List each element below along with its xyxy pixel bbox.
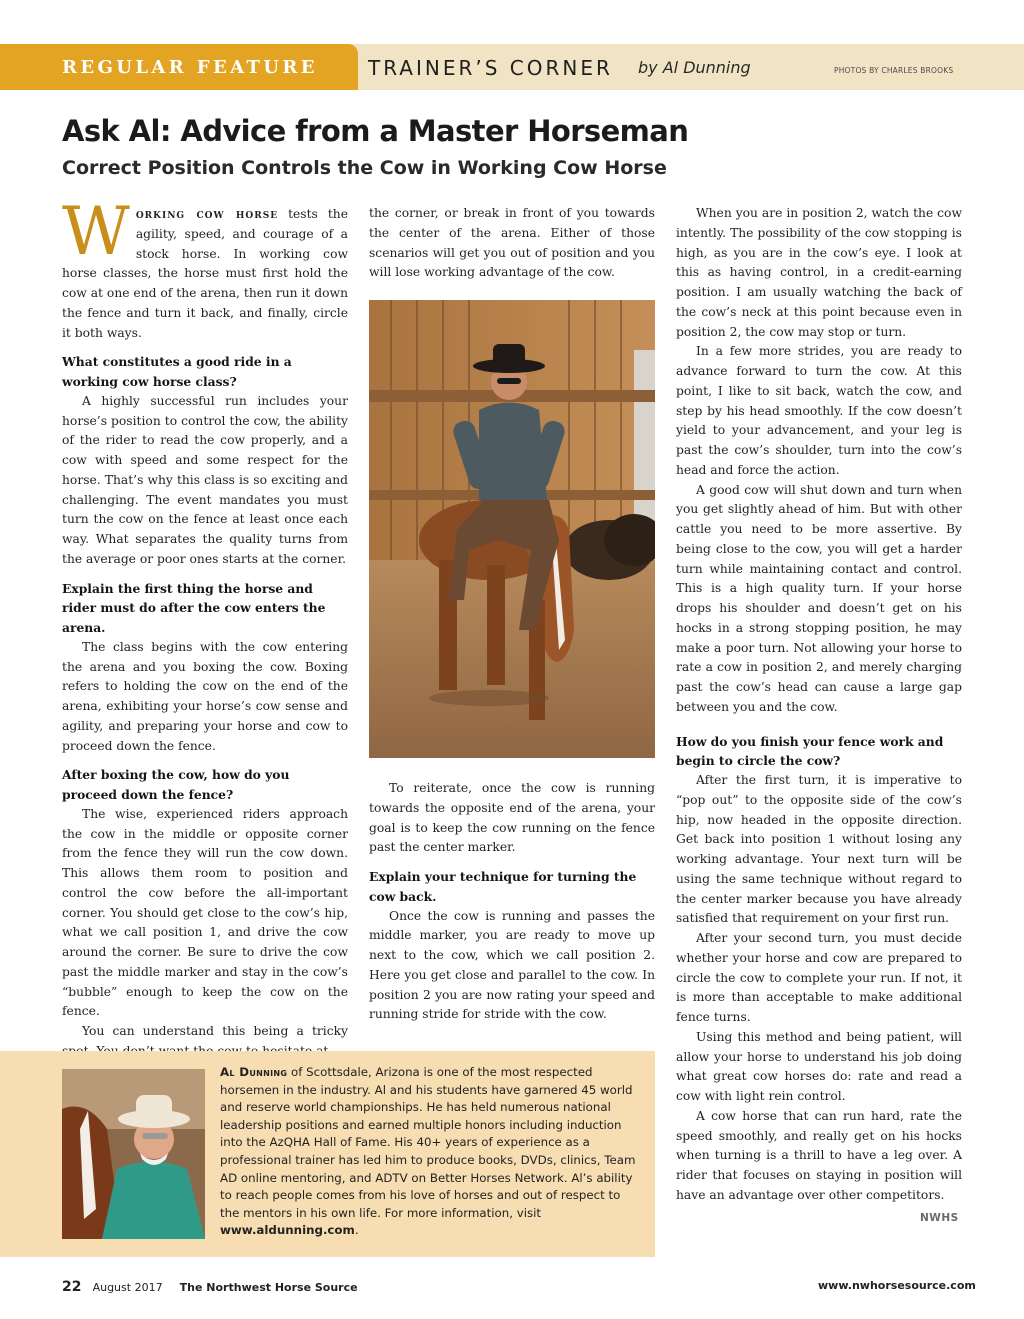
column-3: [676, 204, 962, 1206]
author-bio-box: [0, 1051, 655, 1257]
question-heading: How do you finish your fence work and begin to circle the cow?: [676, 733, 944, 769]
bio-text: of Scottsdale, Arizona is one of the most respected horsemen in the industry. Al and his students have garnered 45 world and reserve world championships. He has held numerous national leadership positions and earned multiple honors including induction into the AzQHA Hall of Fame. His 40+ years of experience as a professional trainer has led him to produce books, DVDs, clinics, Team AD online mentoring, and ADTV on Better Horses Network. Al’s ability to reach people comes from his love of horses and out of respect to the mentors in his own life. For more information, visit: [220, 1065, 636, 1220]
lead-smallcaps: orking cow horse: [135, 206, 279, 221]
answer-paragraph: In a few more strides, you are ready to advance forward to turn the cow. At this point, I like to sit back, watch the cow, and step by his head smoothly. If the cow doesn’t yield to your advancement, and your leg is past the cow’s shoulder, turn into the cow’s head and force the action.: [676, 344, 962, 477]
author-photo: [62, 1069, 205, 1239]
column-2-top: [369, 204, 655, 283]
answer-paragraph: A good cow will shut down and turn when you get slightly ahead of him. But with other cattle you need to be more assertive. By being close to the cow, you will get a harder turn while maintaining contact and control. This is a high quality turn. If your horse drops his shoulder and doesn’t get on his hocks in a strong stopping position, he may make a poor turn. Not allowing your horse to rate a cow in position 2, and merely charging past the cow’s head can cause a large gap between you and the cow.: [676, 482, 962, 714]
answer-paragraph: After the first turn, it is imperative to “pop out” to the opposite side of the cow’s hip, now headed in the opposite direction. Get back into position 1 without losing any working advantage. Your next turn will be using the same technique without regard to the center marker because you have already satisfied that requirement on your first run.: [676, 773, 962, 926]
magazine-website-link[interactable]: www.nwhorsesource.com: [818, 1279, 976, 1292]
answer-paragraph: The wise, experienced riders approach the cow in the middle or opposite corner from the fence they will run the cow down. This allows them room to position and control the cow before the all-important corner. You should get close to the cow’s hip, what we call position 1, and drive the cow around the corner. Be sure to drive the cow past the middle marker and stay in the cow’s “bubble” enough to keep the cow on the fence.: [62, 806, 348, 1019]
question-heading: Explain the first thing the horse and rider must do after the cow enters the arena.: [62, 580, 326, 635]
column-2-bottom: [369, 779, 655, 1025]
author-bio: [220, 1064, 640, 1240]
question-heading: Explain your technique for turning the cow back.: [369, 869, 637, 904]
column-name: TRAINER’S CORNER: [368, 56, 613, 80]
author-name: Al Dunning: [220, 1065, 288, 1079]
lead-paragraph: [62, 193, 348, 343]
rider-photo: [369, 300, 655, 758]
feature-header: [0, 44, 1024, 90]
signoff: NWHS: [920, 1212, 959, 1224]
drop-cap: W: [62, 193, 130, 270]
answer-paragraph: After your second turn, you must decide whether your horse and cow are prepared to circle the cow to complete your run. If not, it is more than acceptable to make additional fence turns.: [676, 931, 962, 1024]
rider-on-horse-illustration: [369, 300, 655, 758]
answer-paragraph: Using this method and being patient, will allow your horse to understand his job doing what great cow horses do: rate and read a cow with light rein control.: [676, 1029, 962, 1103]
article-title: Ask Al: Advice from a Master Horseman: [62, 114, 689, 148]
article-subtitle: Correct Position Controls the Cow in Working Cow Horse: [62, 157, 667, 179]
page-footer: [62, 1276, 358, 1295]
answer-paragraph: Once the cow is running and passes the middle marker, you are ready to move up next to the cow, which we call position 2. Here you get close and parallel to the cow. In position 2 you are now rating your speed and running stride for stride with the cow.: [369, 908, 655, 1022]
lead-text: tests the agility, speed, and courage of a stock horse. In working cow horse classes, the horse must first hold the cow at one end of the arena, then run it down the fence and turn it back, and finally, circle it both ways.: [62, 207, 348, 340]
column-1: [62, 193, 348, 1062]
bio-end: .: [354, 1223, 359, 1238]
continued-paragraph: the corner, or break in front of you towards the center of the arena. Either of those scenarios will get you out of position and you will lose working advantage of the cow.: [369, 206, 655, 280]
answer-paragraph: You can understand this being a tricky: [82, 1024, 348, 1038]
issue-date: August 2017: [92, 1281, 163, 1294]
question-heading: After boxing the cow, how do you proceed down the fence?: [62, 767, 290, 802]
photo-credit: PHOTOS BY CHARLES BROOKS: [834, 66, 954, 75]
section-tab-corner: [336, 44, 358, 90]
answer-paragraph: A cow horse that can run hard, rate the speed smoothly, and really get on his hocks when turning is a thrill to have a leg over. A rider that focuses on staying in position will have an advantage over other competitors.: [676, 1108, 962, 1202]
magazine-name: The Northwest Horse Source: [179, 1281, 358, 1294]
answer-paragraph: The class begins with the cow entering the arena and you boxing the cow. Boxing refers to holding the cow on the end of the arena, exhibiting your horse’s cow sense and agility, and preparing your horse and cow to proceed down the fence.: [62, 639, 348, 753]
answer-paragraph: A highly successful run includes your horse’s position to control the cow, the ability of the rider to read the cow properly, and a cow with speed and some respect for the horse. That’s why this class is so exciting and challenging. The event mandates you must turn the cow on the fence at least once each way. What separates the quality turns from the average or poor ones starts at the corner.: [62, 393, 348, 566]
question-heading: What constitutes a good ride in a working cow horse class?: [62, 354, 292, 389]
author-website-link[interactable]: www.aldunning.com: [220, 1223, 355, 1238]
section-label: REGULAR FEATURE: [62, 57, 318, 78]
page-number: 22: [62, 1279, 82, 1295]
byline: by Al Dunning: [638, 58, 751, 77]
answer-paragraph: When you are in position 2, watch the cow intently. The possibility of the cow stopping is high, as you are in the cow’s eye. I look at this as having control, in a credit-earning position. I am usually watching the back of the cow’s neck at this point because even in position 2, the cow may stop or turn.: [676, 206, 962, 339]
author-with-horse-illustration: [62, 1069, 205, 1239]
answer-paragraph: To reiterate, once the cow is running towards the opposite end of the arena, your goal is to keep the cow running on the fence past the center marker.: [369, 781, 655, 855]
